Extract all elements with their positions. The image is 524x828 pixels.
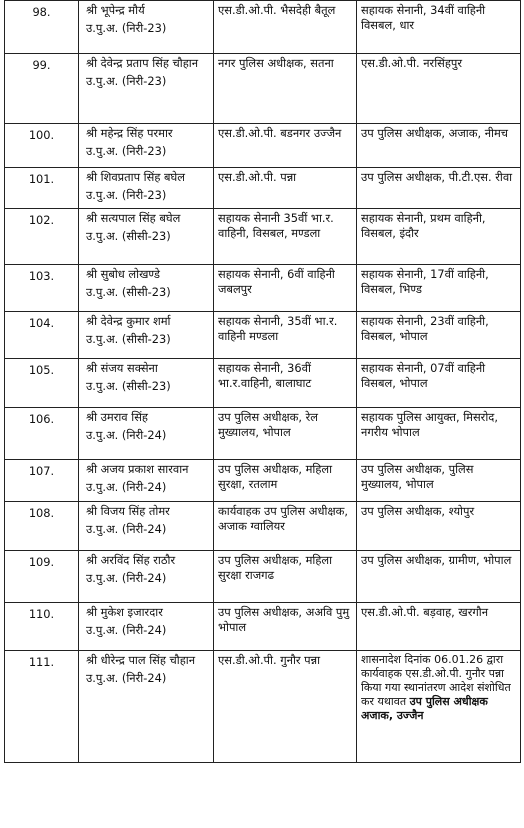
new-posting: [357, 551, 521, 603]
officer-rank: उ.पु.अ. (निरी-23): [86, 21, 167, 35]
officer-rank: उ.पु.अ. (निरी-24): [86, 623, 167, 637]
current-posting: एस.डी.ओ.पी. भैसदेही बैतूल: [214, 1, 357, 54]
officer-name: श्री महेन्द्र सिंह परमार: [86, 126, 173, 140]
current-posting: सहायक सेनानी, 36वीं भा.र.वाहिनी, बालाघाट: [214, 359, 357, 408]
new-posting: [357, 265, 521, 312]
serial-number: 107.: [5, 460, 79, 502]
officer-cell: [79, 54, 214, 124]
table-row: [5, 209, 521, 265]
officer-name: श्री देवेन्द्र प्रताप सिंह चौहान: [86, 56, 199, 70]
current-posting: उप पुलिस अधीक्षक, महिला सुरक्षा राजगढ: [214, 551, 357, 603]
current-posting: कार्यवाहक उप पुलिस अधीक्षक, अजाक ग्वालियर: [214, 502, 357, 551]
officer-cell: [79, 603, 214, 651]
officer-name: श्री अरविंद सिंह राठौर: [86, 553, 176, 567]
officer-cell: [79, 1, 214, 54]
officer-cell: [79, 460, 214, 502]
serial-number: 99.: [5, 54, 79, 124]
officer-rank: उ.पु.अ. (सीसी-23): [86, 332, 171, 346]
new-posting: [357, 603, 521, 651]
officer-cell: [79, 551, 214, 603]
officer-name: श्री शिवप्रताप सिंह बघेल: [86, 170, 185, 184]
table-row: [5, 265, 521, 312]
current-posting: उप पुलिस अधीक्षक, अअवि पुमु भोपाल: [214, 603, 357, 651]
new-posting-text: एस.डी.ओ.पी. बड़वाह, खरगौन: [361, 605, 489, 619]
new-posting: [357, 651, 521, 763]
new-posting: [357, 460, 521, 502]
officer-rank: उ.पु.अ. (निरी-23): [86, 74, 167, 88]
serial-number: 102.: [5, 209, 79, 265]
serial-number: 103.: [5, 265, 79, 312]
officer-cell: [79, 408, 214, 460]
table-row: [5, 651, 521, 763]
new-posting: [357, 168, 521, 209]
table-row: [5, 359, 521, 408]
serial-number: 105.: [5, 359, 79, 408]
table-row: [5, 54, 521, 124]
current-posting: एस.डी.ओ.पी. पन्ना: [214, 168, 357, 209]
officer-cell: [79, 312, 214, 359]
officer-cell: [79, 265, 214, 312]
officer-rank: उ.पु.अ. (सीसी-23): [86, 379, 171, 393]
current-posting: उप पुलिस अधीक्षक, रेल मुख्यालय, भोपाल: [214, 408, 357, 460]
new-posting: [357, 124, 521, 168]
table-row: [5, 312, 521, 359]
new-posting-text: एस.डी.ओ.पी. नरसिंहपुर: [361, 56, 463, 70]
serial-number: 106.: [5, 408, 79, 460]
new-posting-text: उप पुलिस अधीक्षक, ग्रामीण, भोपाल: [361, 553, 512, 567]
new-posting-text: उप पुलिस अधीक्षक, श्योपुर: [361, 504, 475, 518]
officer-cell: [79, 502, 214, 551]
table-row: [5, 1, 521, 54]
serial-number: 111.: [5, 651, 79, 763]
officer-rank: उ.पु.अ. (सीसी-23): [86, 285, 171, 299]
new-posting-text: सहायक सेनानी, 17वीं वाहिनी, विसबल, भिण्ड: [361, 267, 489, 296]
current-posting: नगर पुलिस अधीक्षक, सतना: [214, 54, 357, 124]
new-posting: [357, 312, 521, 359]
officer-cell: [79, 651, 214, 763]
table-row: [5, 124, 521, 168]
officer-name: श्री अजय प्रकाश सारवान: [86, 462, 189, 476]
officer-rank: उ.पु.अ. (निरी-24): [86, 428, 167, 442]
new-posting: [357, 408, 521, 460]
serial-number: 104.: [5, 312, 79, 359]
new-posting: [357, 502, 521, 551]
new-posting-text: सहायक सेनानी, 23वीं वाहिनी, विसबल, भोपाल: [361, 314, 489, 343]
table-row: [5, 168, 521, 209]
officer-name: श्री देवेन्द्र कुमार शर्मा: [86, 314, 171, 328]
new-posting-text: उप पुलिस अधीक्षक, पी.टी.एस. रीवा: [361, 170, 513, 184]
serial-number: 108.: [5, 502, 79, 551]
officer-rank: उ.पु.अ. (सीसी-23): [86, 229, 171, 243]
new-posting-text: उप पुलिस अधीक्षक, अजाक, नीमच: [361, 126, 509, 140]
officer-name: श्री धीरेन्द्र पाल सिंह चौहान: [86, 653, 196, 667]
current-posting: सहायक सेनानी 35वीं भा.र. वाहिनी, विसबल, मण्डला: [214, 209, 357, 265]
officer-name: श्री मुकेश इजारदार: [86, 605, 163, 619]
new-posting: [357, 209, 521, 265]
officer-name: श्री संजय सक्सेना: [86, 361, 158, 375]
serial-number: 100.: [5, 124, 79, 168]
new-posting-text: सहायक सेनानी, 34वीं वाहिनी विसबल, धार: [361, 3, 486, 32]
current-posting: एस.डी.ओ.पी. बडनगर उज्जैन: [214, 124, 357, 168]
table-row: [5, 408, 521, 460]
new-posting-text: सहायक सेनानी, प्रथम वाहिनी, विसबल, इंदौर: [361, 211, 486, 240]
officer-rank: उ.पु.अ. (निरी-24): [86, 571, 167, 585]
new-posting: [357, 1, 521, 54]
current-posting: सहायक सेनानी, 6वीं वाहिनी जबलपुर: [214, 265, 357, 312]
officer-cell: [79, 168, 214, 209]
serial-number: 98.: [5, 1, 79, 54]
serial-number: 101.: [5, 168, 79, 209]
officer-name: श्री सत्यपाल सिंह बघेल: [86, 211, 181, 225]
officer-name: श्री सुबोध लोखण्डे: [86, 267, 160, 281]
new-posting: [357, 359, 521, 408]
officer-name: श्री विजय सिंह तोमर: [86, 504, 170, 518]
officer-rank: उ.पु.अ. (निरी-23): [86, 188, 167, 202]
officer-cell: [79, 359, 214, 408]
serial-number: 109.: [5, 551, 79, 603]
officer-cell: [79, 124, 214, 168]
current-posting: सहायक सेनानी, 35वीं भा.र. वाहिनी मण्डला: [214, 312, 357, 359]
new-posting: [357, 54, 521, 124]
officer-rank: उ.पु.अ. (निरी-24): [86, 671, 167, 685]
officer-rank: उ.पु.अ. (निरी-24): [86, 480, 167, 494]
serial-number: 110.: [5, 603, 79, 651]
new-posting-text: सहायक सेनानी, 07वीं वाहिनी विसबल, भोपाल: [361, 361, 486, 390]
current-posting: एस.डी.ओ.पी. गुनौर पन्ना: [214, 651, 357, 763]
new-posting-text: सहायक पुलिस आयुक्त, मिसरोद, नगरीय भोपाल: [361, 410, 498, 439]
officer-rank: उ.पु.अ. (निरी-24): [86, 522, 167, 536]
officer-rank: उ.पु.अ. (निरी-23): [86, 144, 167, 158]
officer-name: श्री भूपेन्द्र मौर्य: [86, 3, 145, 17]
table-row: [5, 603, 521, 651]
new-posting-highlight: उप पुलिस अधीक्षक अजाक, उज्जैन: [361, 695, 488, 722]
transfer-table: [4, 0, 521, 763]
table-row: [5, 551, 521, 603]
table-row: [5, 460, 521, 502]
current-posting: उप पुलिस अधीक्षक, महिला सुरक्षा, रतलाम: [214, 460, 357, 502]
new-posting-text: शासनादेश दिनांक 06.01.26 द्वारा कार्यवाहक एस.डी.ओ.पी. गुनौर पन्ना किया गया स्थानांतरण आदेश संशोधित कर यथावत: [361, 653, 511, 708]
new-posting-text: उप पुलिस अधीक्षक, पुलिस मुख्यालय, भोपाल: [361, 462, 474, 491]
officer-cell: [79, 209, 214, 265]
officer-name: श्री उमराव सिंह: [86, 410, 148, 424]
table-row: [5, 502, 521, 551]
table-body: [5, 1, 521, 763]
